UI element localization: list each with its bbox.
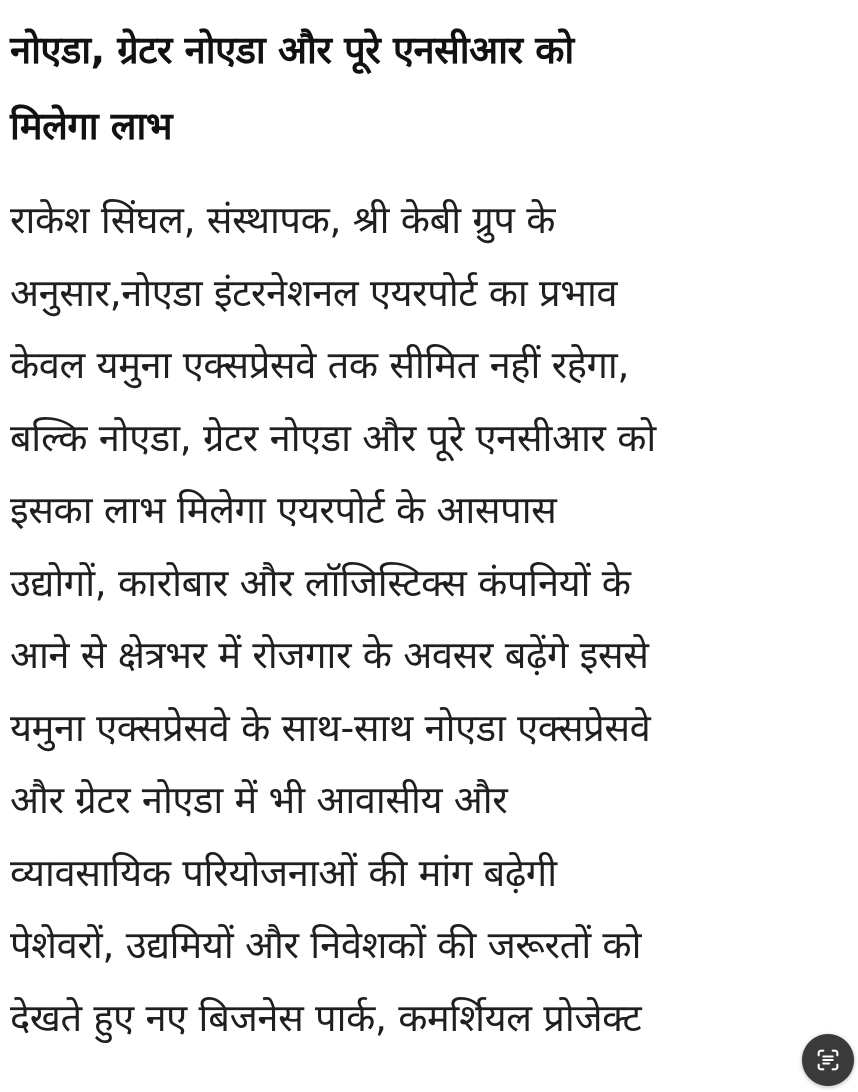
body-line: आने से क्षेत्रभर में रोजगार के अवसर बढ़ेंगे इससे [10, 633, 649, 677]
body-line: पेशेवरों, उद्यमियों और निवेशकों की जरूरतों को [10, 923, 642, 967]
body-line: केवल यमुना एक्सप्रेसवे तक सीमित नहीं रहेगा, [10, 343, 630, 387]
body-line: व्यावसायिक परियोजनाओं की मांग बढ़ेगी [10, 850, 557, 895]
article-body [10, 184, 850, 1054]
body-line: यमुना एक्सप्रेसवे के साथ-साथ नोएडा एक्सप्रेसवे [10, 705, 651, 750]
text-scan-icon [814, 1046, 842, 1074]
article [10, 12, 850, 1054]
body-line: बल्कि नोएडा, ग्रेटर नोएडा और पूरे एनसीआर को [10, 415, 656, 460]
headline-line: मिलेगा लाभ [10, 104, 173, 148]
headline-line: नोएडा, ग्रेटर नोएडा और पूरे एनसीआर को [10, 28, 574, 72]
body-line: उद्योगों, कारोबार और लॉजिस्टिक्स कंपनियों के [10, 560, 631, 605]
article-headline [10, 12, 850, 164]
body-line: राकेश सिंघल, संस्थापक, श्री केबी ग्रुप के [10, 198, 556, 242]
body-line: और ग्रेटर नोएडा में भी आवासीय और [10, 778, 508, 822]
body-line: इसका लाभ मिलेगा एयरपोर्ट के आसपास [10, 488, 557, 532]
body-line: अनुसार,नोएडा इंटरनेशनल एयरपोर्ट का प्रभाव [10, 270, 618, 315]
text-scan-button[interactable] [802, 1034, 854, 1086]
body-line: देखते हुए नए बिजनेस पार्क, कमर्शियल प्रोजेक्ट [10, 995, 642, 1040]
